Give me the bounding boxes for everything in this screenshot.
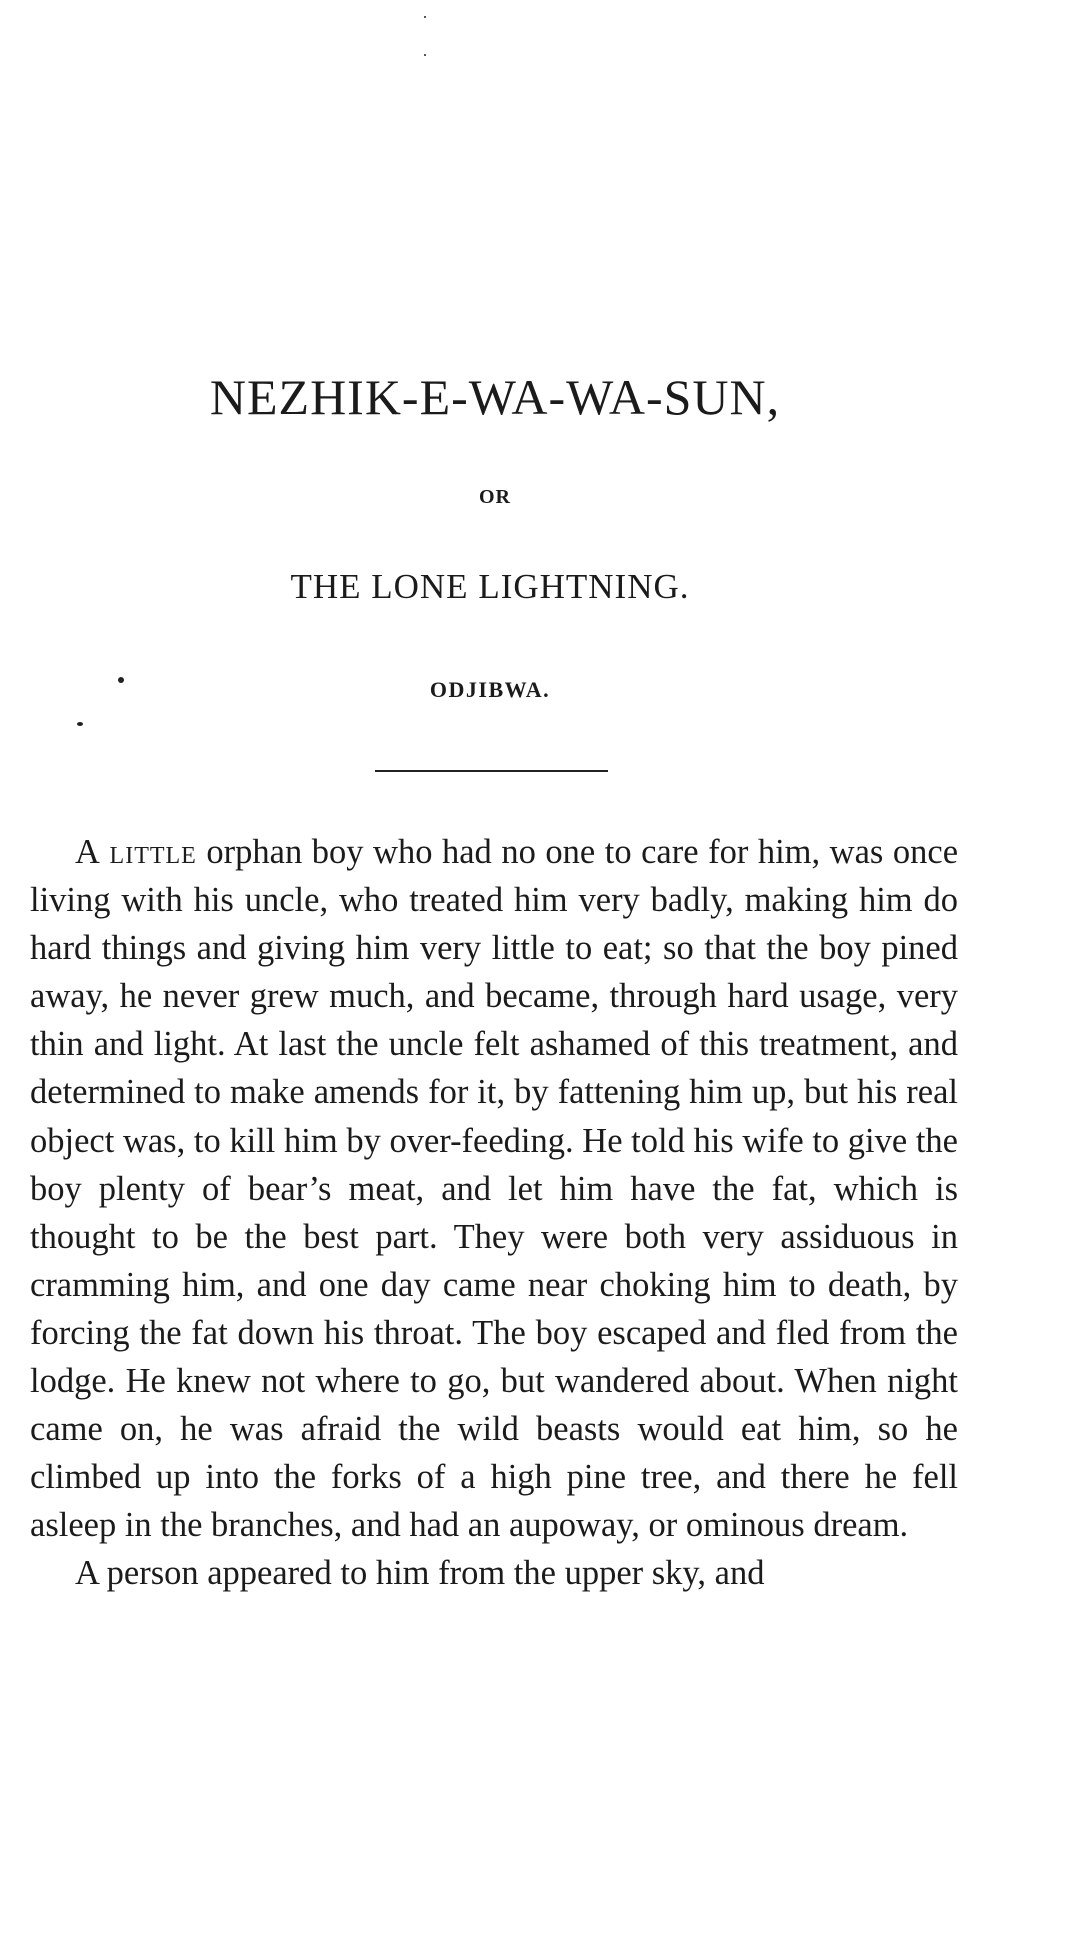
story-body [30,828,958,1598]
paragraph-lead: A little [75,833,197,871]
paragraph [30,828,958,1549]
ink-speck [424,16,426,18]
tribe-label: ODJIBWA. [429,677,551,702]
paragraph [30,1549,958,1597]
ink-speck [77,722,83,726]
paragraph-text: A person appeared to him from the upper sky, and [75,1554,765,1593]
paragraph-text: orphan boy who had no one to care for him, was once living with his uncle, who treated him very badly, making him do hard things and giving him very little to eat; so that the boy pined away, he never grew much, and became, through hard usage, very thin and light. At last the uncle felt ashamed of this treatment, and determined to make amends for it, by fattening him up, but his real object was, to kill him by over-feeding. He told his wife to give the boy plenty of bear’s meat, and let him have the fat, which is thought to be the best part. They were both very assiduous in cramming him, and one day came near choking him to death, by forcing the fat down his throat. The boy escaped and fled from the lodge. He knew not where to go, but wandered about. When night came on, he was afraid the wild beasts would eat him, so he climbed up into the forks of a high pine tree, and there he fell asleep in the branches, and had an aupoway, or ominous dream. [30,833,959,1545]
title-connector: OR [479,486,511,508]
section-divider [375,770,608,772]
story-title: NEZHIK-E-WA-WA-SUN, [209,369,781,425]
ink-speck [424,54,426,56]
story-subtitle: THE LONE LIGHTNING. [290,567,690,606]
